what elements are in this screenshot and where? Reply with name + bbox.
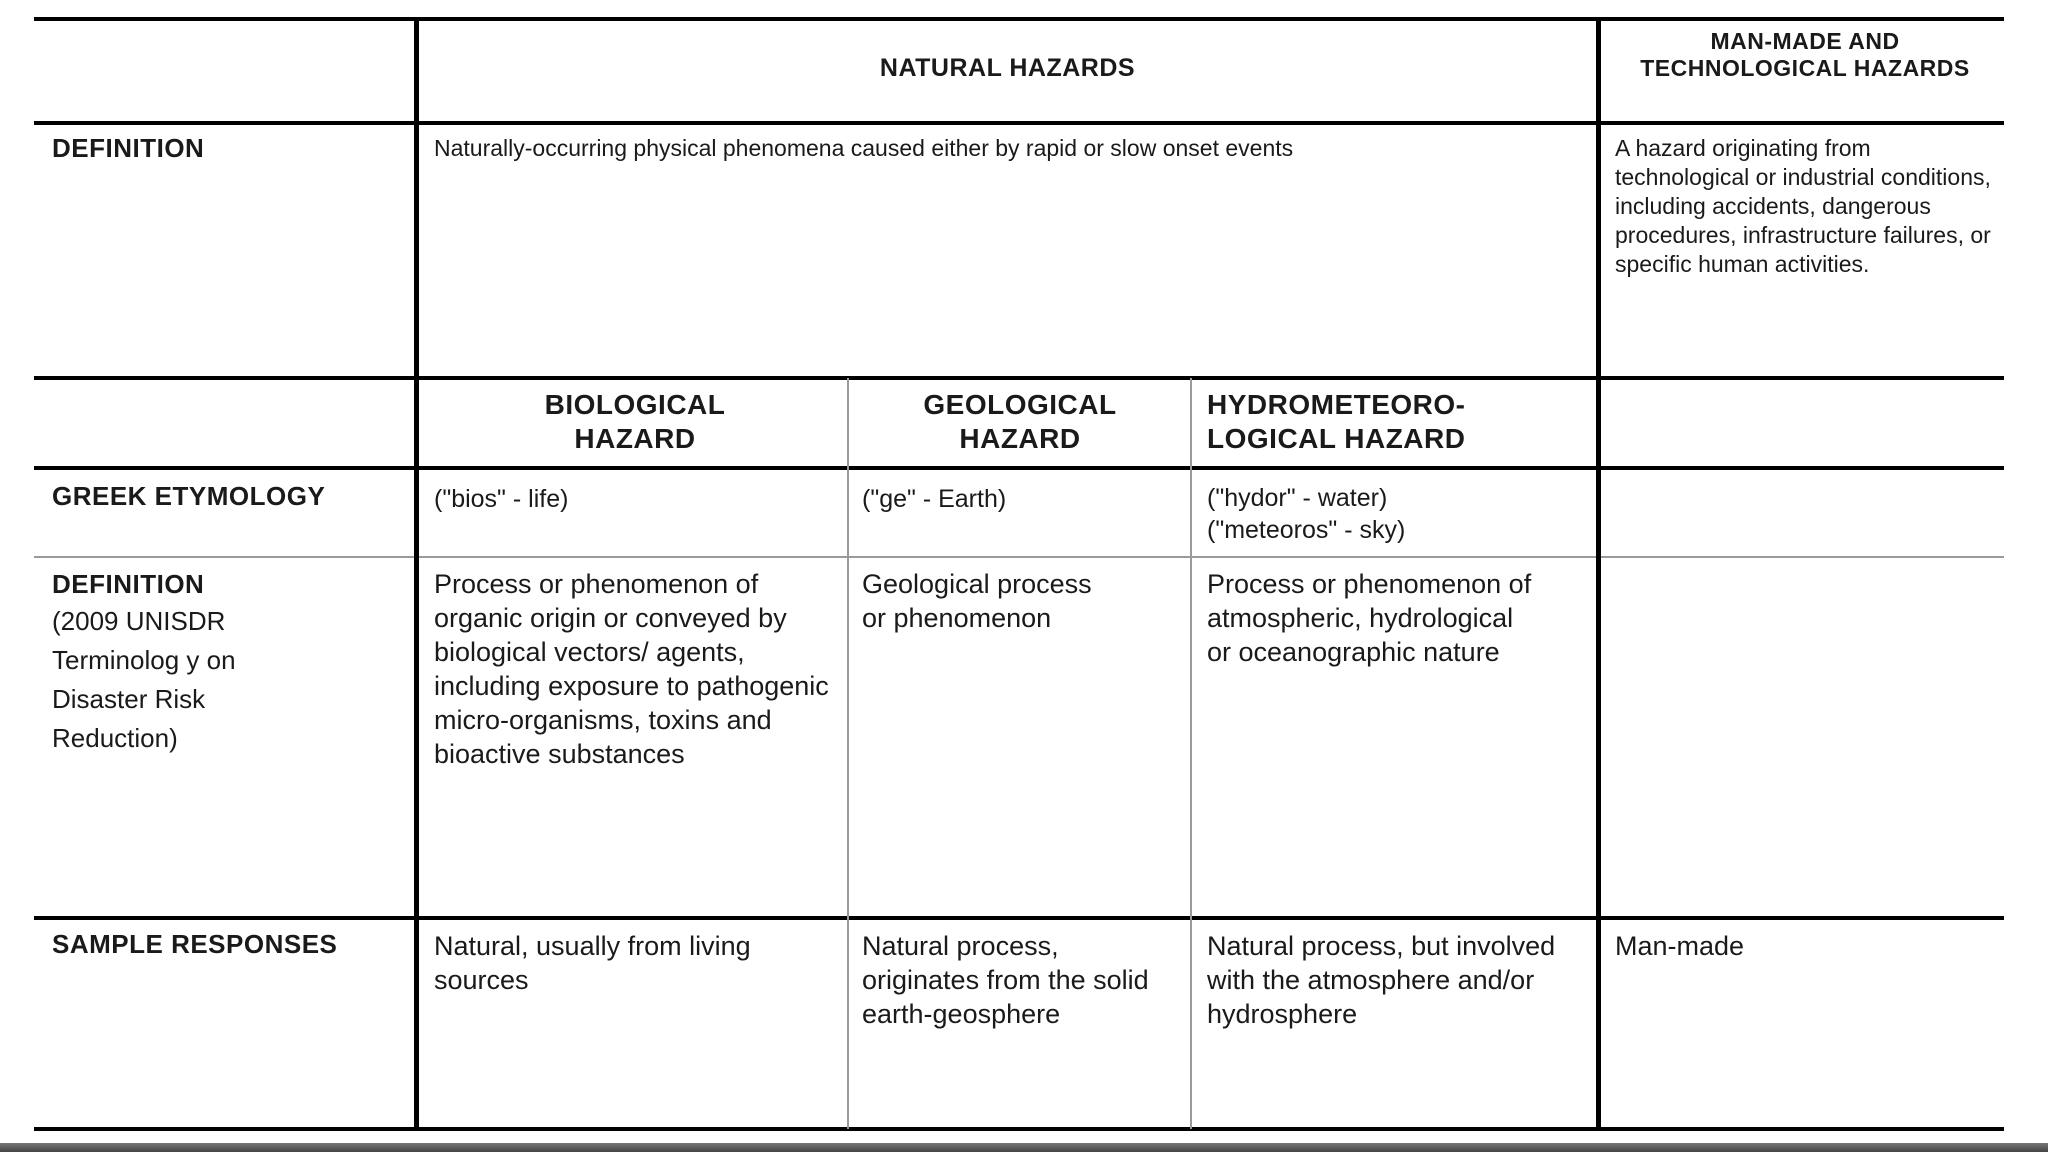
row-label-unisdr-source: (2009 UNISDR Terminolog y on Disaster Risk Reduction) xyxy=(52,606,236,753)
rule-after-subheaders xyxy=(34,466,2004,470)
subheader-hydrometeorological xyxy=(1207,388,1587,456)
unisdr-geological: Geological process or phenomenon xyxy=(862,569,1092,633)
subheader-hydromet-line1: HYDROMETEORO- xyxy=(1207,389,1466,420)
unisdr-biological: Process or phenomenon of organic origin or conveyed by biological vectors/ agents, including exposure to pathogenic micro-organisms, toxins and bioactive substances xyxy=(434,569,829,769)
subheader-geological: GEOLOGICAL HAZARD xyxy=(923,389,1117,454)
etymology-geological: ("ge" - Earth) xyxy=(862,485,1007,513)
unisdr-hydromet: Process or phenomenon of atmospheric, hydrological or oceanographic nature xyxy=(1207,569,1532,667)
divider-label-column xyxy=(414,17,419,1131)
header-man-made-hazards: MAN-MADE AND TECHNOLOGICAL HAZARDS xyxy=(1640,28,1970,81)
divider-bio-geo xyxy=(847,378,849,1129)
divider-manmade-column xyxy=(1596,17,1601,1131)
row-label-sample-responses: SAMPLE RESPONSES xyxy=(52,929,338,959)
bottom-edge-bar xyxy=(0,1143,2048,1152)
subheader-biological: BIOLOGICAL HAZARD xyxy=(544,389,726,454)
rule-after-definition xyxy=(34,376,2004,380)
divider-geo-hydro xyxy=(1190,378,1192,1129)
sample-man-made: Man-made xyxy=(1615,931,1745,961)
subheader-hydromet-line2: LOGICAL HAZARD xyxy=(1207,423,1466,454)
definition-man-made: A hazard originating from technological or industrial conditions, including accidents, dangerous procedures, infrastructure failures, or specific human activities. xyxy=(1615,135,1991,277)
rule-after-unisdr xyxy=(34,916,2004,920)
etymology-hydromet-line2: ("meteoros" - sky) xyxy=(1207,516,1406,544)
row-label-unisdr-bold: DEFINITION xyxy=(52,569,205,599)
rule-after-etymology xyxy=(34,556,2004,558)
sample-hydromet: Natural process, but involved with the atmosphere and/or hydrosphere xyxy=(1207,931,1556,1029)
row-label-greek-etymology: GREEK ETYMOLOGY xyxy=(52,481,326,511)
sample-biological: Natural, usually from living sources xyxy=(434,931,751,995)
rule-after-header xyxy=(34,121,2004,125)
sample-geological: Natural process, originates from the solid earth-geosphere xyxy=(862,931,1149,1029)
rule-bottom xyxy=(34,1127,2004,1131)
etymology-hydromet xyxy=(1207,482,1587,546)
definition-natural: Naturally-occurring physical phenomena caused either by rapid or slow onset events xyxy=(434,135,1294,161)
row-label-definition: DEFINITION xyxy=(52,133,205,163)
etymology-hydromet-line1: ("hydor" - water) xyxy=(1207,484,1388,512)
rule-top xyxy=(34,17,2004,21)
header-natural-hazards: NATURAL HAZARDS xyxy=(879,54,1136,82)
etymology-biological: ("bios" - life) xyxy=(434,485,569,513)
row-label-unisdr-definition xyxy=(52,566,267,758)
